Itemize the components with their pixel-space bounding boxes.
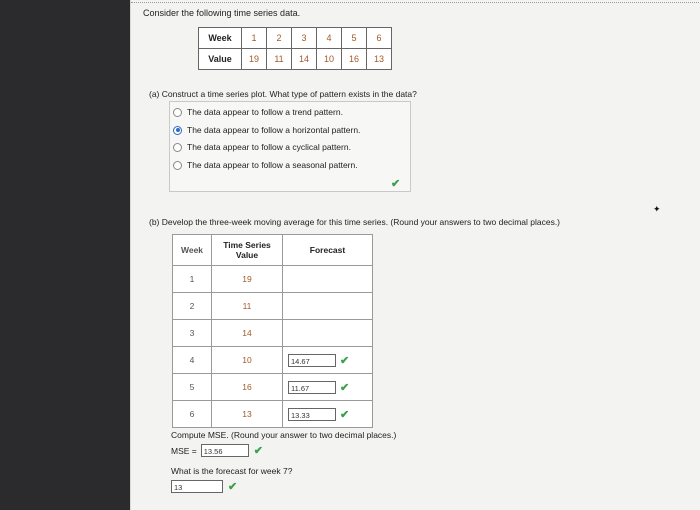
radio-cyclical[interactable]: [173, 143, 182, 152]
check-icon: ✔: [340, 354, 350, 367]
table-row: [173, 401, 373, 428]
forecast-input-week4[interactable]: 14.67: [288, 354, 336, 367]
week-cell: 4: [173, 347, 212, 374]
forecast-cell: [283, 293, 373, 320]
table-row: [173, 374, 373, 401]
value-cell: 19: [242, 49, 267, 70]
ts-header-line2: Value: [235, 250, 259, 260]
week-cell: 3: [173, 320, 212, 347]
value-row: [199, 49, 392, 70]
week-cell: 1: [242, 28, 267, 49]
week-cell: 5: [173, 374, 212, 401]
week-cell: 4: [317, 28, 342, 49]
intro-text: Consider the following time series data.: [143, 8, 301, 18]
value-cell: 16: [212, 374, 283, 401]
check-icon: ✔: [253, 445, 263, 457]
radio-seasonal[interactable]: [173, 161, 182, 170]
week7-answer-row: [171, 480, 237, 493]
forecast-cell: [283, 374, 373, 401]
table-row: [173, 347, 373, 374]
week-col-header: Week: [173, 235, 212, 266]
part-a-question: (a) Construct a time series plot. What type of pattern exists in the data?: [149, 89, 417, 99]
part-b-question: (b) Develop the three-week moving average for this time series. (Round your answers to two decimal places.): [149, 217, 561, 227]
divider: [131, 2, 700, 3]
table-row: [173, 266, 373, 293]
forecast-cell: [283, 266, 373, 293]
check-icon: ✔: [391, 178, 401, 190]
ts-header-line1: Time Series: [223, 240, 271, 250]
check-icon: ✔: [228, 481, 238, 493]
option-label: The data appear to follow a horizontal pattern.: [187, 125, 361, 135]
option-trend[interactable]: [173, 107, 343, 117]
value-cell: 16: [342, 49, 367, 70]
mse-input[interactable]: 13.56: [201, 444, 249, 457]
mse-question: Compute MSE. (Round your answer to two decimal places.): [171, 430, 397, 440]
mse-answer-row: [171, 444, 263, 457]
value-cell: 10: [212, 347, 283, 374]
radio-trend[interactable]: [173, 108, 182, 117]
week-header: Week: [199, 28, 242, 49]
ts-col-header: [212, 235, 283, 266]
forecast-cell: [283, 401, 373, 428]
time-series-table: [198, 27, 392, 70]
option-horizontal[interactable]: [173, 125, 360, 135]
option-label: The data appear to follow a cyclical pattern.: [187, 142, 351, 152]
value-cell: 14: [292, 49, 317, 70]
week-cell: 2: [173, 293, 212, 320]
mse-label: MSE =: [171, 445, 197, 456]
check-icon: ✔: [340, 381, 350, 394]
week7-question: What is the forecast for week 7?: [171, 466, 293, 476]
value-cell: 19: [212, 266, 283, 293]
week-cell: 5: [342, 28, 367, 49]
option-cyclical[interactable]: [173, 142, 351, 152]
forecast-cell: [283, 347, 373, 374]
option-seasonal[interactable]: [173, 160, 358, 170]
week-cell: 3: [292, 28, 317, 49]
week-cell: 2: [267, 28, 292, 49]
value-cell: 10: [317, 49, 342, 70]
table-row: [173, 293, 373, 320]
value-cell: 11: [212, 293, 283, 320]
forecast-cell: [283, 320, 373, 347]
value-cell: 13: [212, 401, 283, 428]
week-cell: 6: [367, 28, 392, 49]
check-icon: ✔: [340, 408, 350, 421]
value-cell: 11: [267, 49, 292, 70]
table-row: [173, 320, 373, 347]
value-header: Value: [199, 49, 242, 70]
forecast-input-week5[interactable]: 11.67: [288, 381, 336, 394]
value-cell: 14: [212, 320, 283, 347]
forecast-input-week6[interactable]: 13.33: [288, 408, 336, 421]
option-label: The data appear to follow a seasonal pattern.: [187, 160, 358, 170]
forecast-col-header: Forecast: [283, 235, 373, 266]
value-cell: 13: [367, 49, 392, 70]
week-cell: 6: [173, 401, 212, 428]
radio-horizontal[interactable]: [173, 126, 182, 135]
header-row: [173, 235, 373, 266]
week-cell: 1: [173, 266, 212, 293]
question-page: [130, 0, 700, 510]
pointer-icon: ✦: [653, 204, 661, 214]
week7-input[interactable]: 13: [171, 480, 223, 493]
week-row: [199, 28, 392, 49]
moving-average-table: [172, 234, 373, 428]
option-label: The data appear to follow a trend pattern.: [187, 107, 343, 117]
